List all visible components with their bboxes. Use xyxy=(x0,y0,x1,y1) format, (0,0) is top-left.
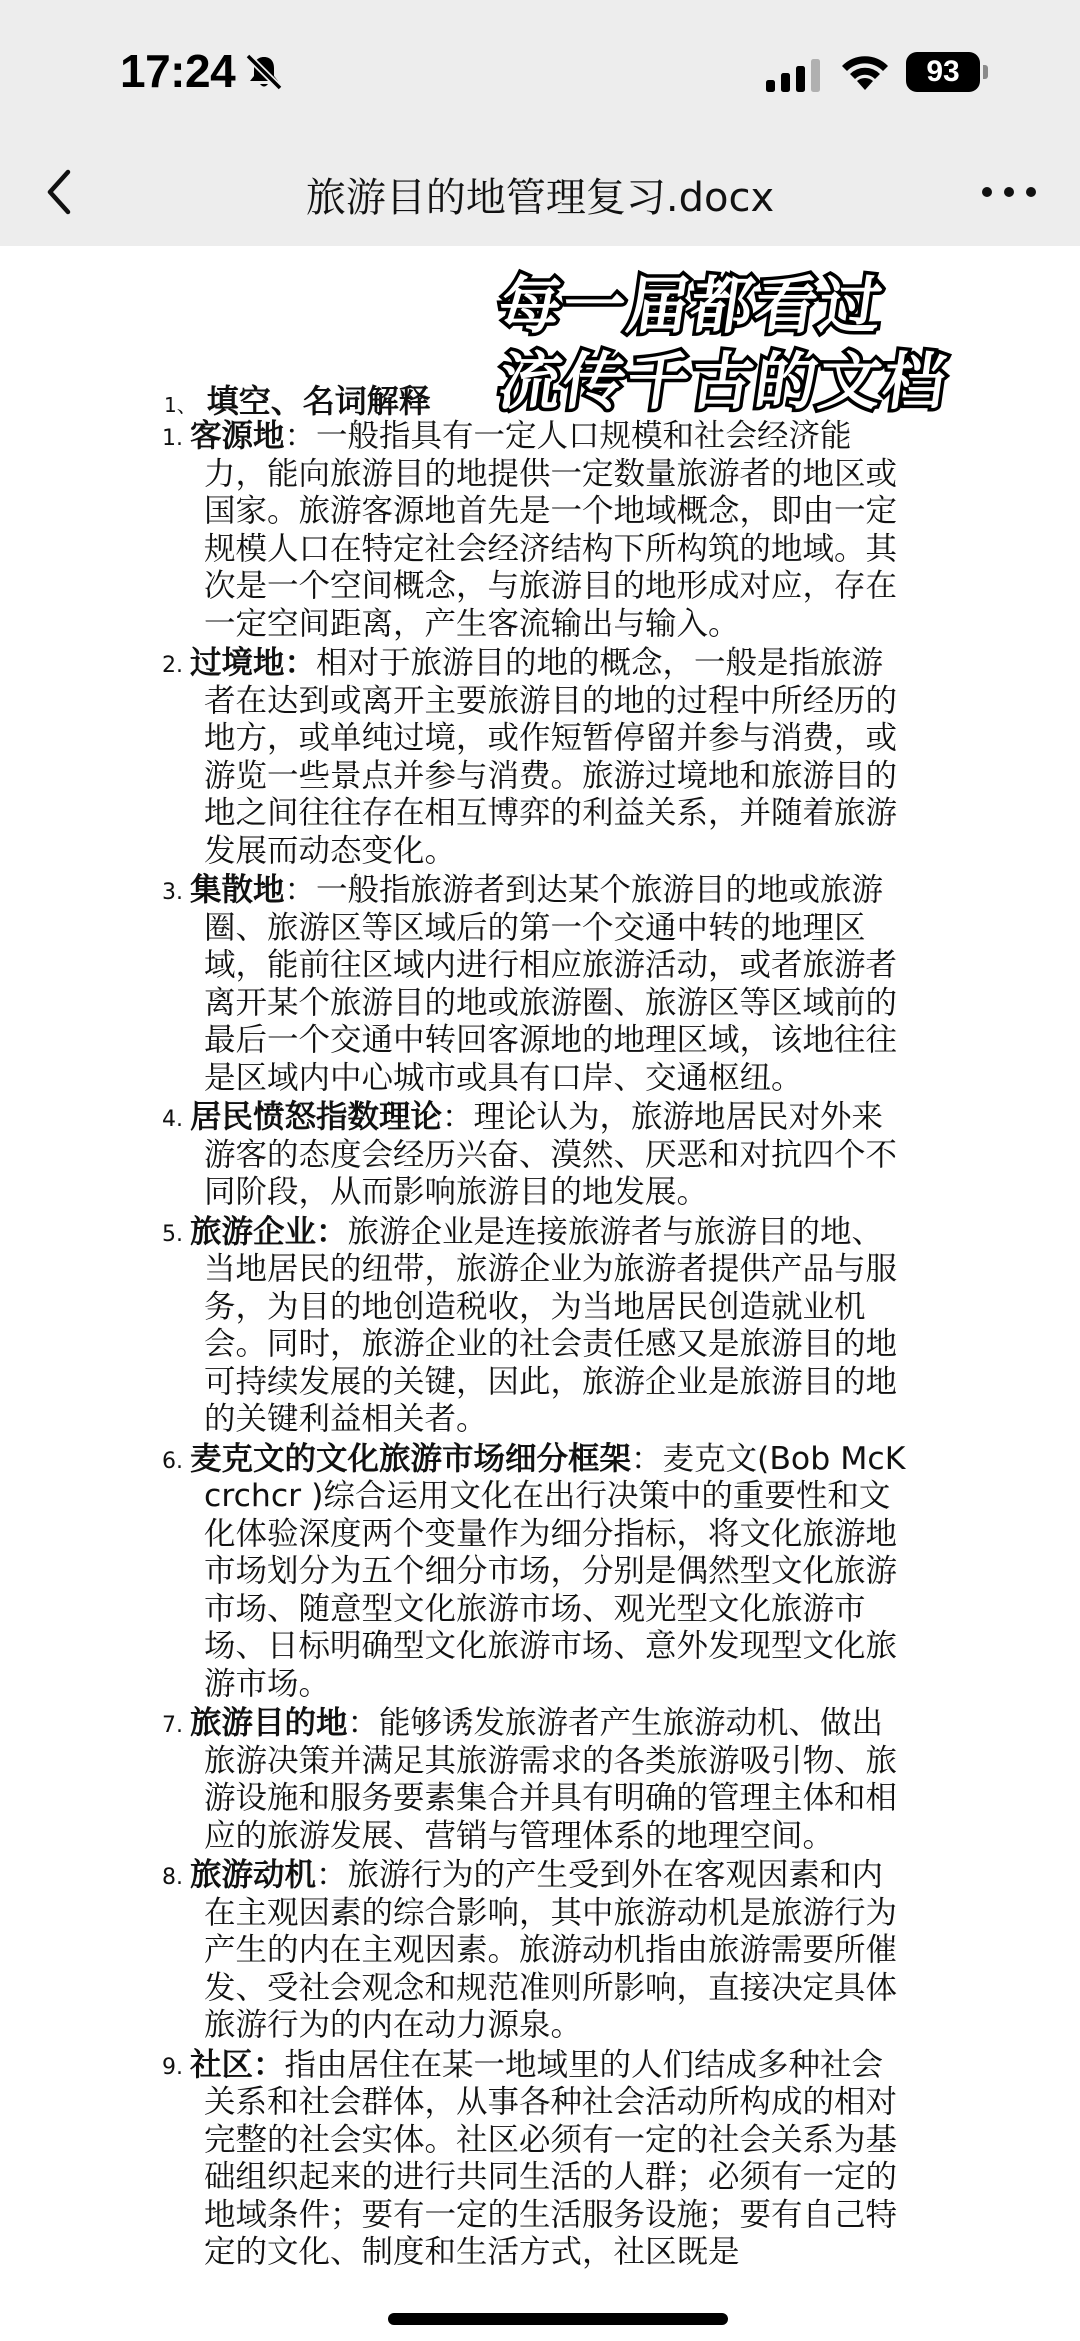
battery-icon xyxy=(906,52,988,92)
list-item xyxy=(162,1705,912,1855)
item-definition: 指由居住在某一地域里的人们结成多种社会关系和社会群体，从事各种社会活动所构成的相对完整的社会实体。社区必须有一定的社会关系为基础组织起来的进行共同生活的人群；必须有一定的地域条件；要有一定的生活服务设施；要有自己特定的文化、制度和生活方式，社区既是 xyxy=(204,2046,898,2270)
item-definition: 理论认为，旅游地居民对外来游客的态度会经历兴奋、漠然、厌恶和对抗四个不同阶段，从而影响旅游目的地发展。 xyxy=(204,1099,898,1210)
list-item xyxy=(162,1213,912,1439)
section-number: 1、 xyxy=(164,393,197,417)
section-title: 填空、名词解释 xyxy=(206,382,431,420)
item-definition: 旅游行为的产生受到外在客观因素和内在主观因素的综合影响，其中旅游动机是旅游行为产生的内在主观因素。旅游动机指由旅游需要所催发、受社会观念和规范准则所影响，直接决定具体旅游行为的内在动力源泉。 xyxy=(204,1857,898,2043)
item-number: 1. xyxy=(162,426,183,451)
list-item xyxy=(162,2046,912,2272)
item-definition: 能够诱发旅游者产生旅游动机、做出旅游决策并满足其旅游需求的各类旅游吸引物、旅游设施和服务要素集合并具有明确的管理主体和相应的旅游发展、营销与管理体系的地理空间。 xyxy=(204,1705,898,1854)
item-definition: 一般指旅游者到达某个旅游目的地或旅游圈、旅游区等区域后的第一个交通中转的地理区域，能前往区域内进行相应旅游活动，或者旅游者离开某个旅游目的地或旅游圈、旅游区等区域前的最后一个交通中转回客源地的地理区域，该地往往是区域内中心城市或具有口岸、交通枢纽。 xyxy=(204,872,898,1096)
item-term: 旅游动机 xyxy=(190,1857,317,1893)
more-horizontal-icon[interactable] xyxy=(972,164,1046,220)
item-number: 4. xyxy=(162,1107,183,1132)
item-number: 7. xyxy=(162,1713,183,1738)
battery-level: 93 xyxy=(906,52,980,92)
item-number: 9. xyxy=(162,2054,183,2080)
list-item xyxy=(162,645,912,870)
wifi-icon xyxy=(838,52,892,92)
sticker-line-2: 流传千古的文档 xyxy=(494,345,953,418)
list-item xyxy=(162,1099,912,1212)
bell-slash-icon xyxy=(244,52,284,92)
item-definition: 相对于旅游目的地的概念，一般是指旅游者在达到或离开主要旅游目的地的过程中所经历的地方，或单纯过境，或作短暂停留并参与消费，或游览一些景点并参与消费。旅游过境地和旅游目的地之间往往存在相互博弈的利益关系，并随着旅游发展而动态变化。 xyxy=(204,645,898,869)
section-heading xyxy=(164,376,431,422)
item-definition: 旅游企业是连接旅游者与旅游目的地、当地居民的纽带，旅游企业为旅游者提供产品与服务，为目的地创造税收，为当地居民创造就业机会。同时，旅游企业的社会责任感又是旅游目的地可持续发展的关键，因此，旅游企业是旅游目的地的关键利益相关者。 xyxy=(204,1213,898,1437)
item-term: 客源地 xyxy=(190,418,285,454)
item-term: 社区： xyxy=(190,2046,285,2083)
list-item xyxy=(162,872,912,1097)
item-separator: ： xyxy=(442,1099,474,1135)
item-separator: ： xyxy=(631,1440,663,1477)
list-item xyxy=(162,1440,912,1704)
status-time: 17:24 xyxy=(120,45,236,97)
document-title: 旅游目的地管理复习.docx xyxy=(305,175,775,221)
chevron-left-icon[interactable] xyxy=(28,160,92,224)
sticker-line-1: 每一届都看过 xyxy=(494,269,889,342)
item-number: 8. xyxy=(162,1865,183,1890)
item-number: 5. xyxy=(162,1221,183,1247)
item-term: 麦克文的文化旅游市场细分框架 xyxy=(190,1440,632,1477)
item-separator: ： xyxy=(284,418,317,454)
definition-list xyxy=(0,418,1080,2274)
list-item xyxy=(162,418,912,643)
item-term: 集散地 xyxy=(190,872,285,908)
item-term: 旅游企业： xyxy=(190,1213,348,1250)
list-item xyxy=(162,1857,912,2045)
status-bar xyxy=(0,0,1080,140)
cellular-signal-icon xyxy=(764,58,822,92)
item-term: 居民愤怒指数理论 xyxy=(190,1099,443,1135)
nav-bar xyxy=(0,140,1080,246)
item-definition: 一般指具有一定人口规模和社会经济能力，能向旅游目的地提供一定数量旅游者的地区或国家。旅游客源地首先是一个地域概念，即由一定规模人口在特定社会经济结构下所构筑的地域。其次是一个空间概念，与旅游目的地形成对应，存在一定空间距离，产生客流输出与输入。 xyxy=(204,418,898,642)
sticker-overlay xyxy=(494,252,1060,418)
battery-cap xyxy=(983,65,988,79)
item-separator: ： xyxy=(284,872,317,908)
home-indicator[interactable] xyxy=(388,2313,728,2325)
item-term: 旅游目的地 xyxy=(190,1705,348,1741)
item-separator: ： xyxy=(347,1705,380,1741)
item-separator: ： xyxy=(316,1857,348,1893)
item-term: 过境地： xyxy=(190,645,317,681)
item-number: 2. xyxy=(162,653,183,678)
item-number: 6. xyxy=(162,1448,183,1474)
item-definition: 麦克文(Bob McKcrchcr )综合运用文化在出行决策中的重要性和文化体验深度两个变量作为细分指标，将文化旅游地市场划分为五个细分市场，分别是偶然型文化旅游市场、随意型文化旅游市场、观光型文化旅游市场、日标明确型文化旅游市场、意外发现型文化旅游市场。 xyxy=(204,1440,906,1702)
document-page xyxy=(0,246,1080,2341)
item-number: 3. xyxy=(162,880,183,905)
